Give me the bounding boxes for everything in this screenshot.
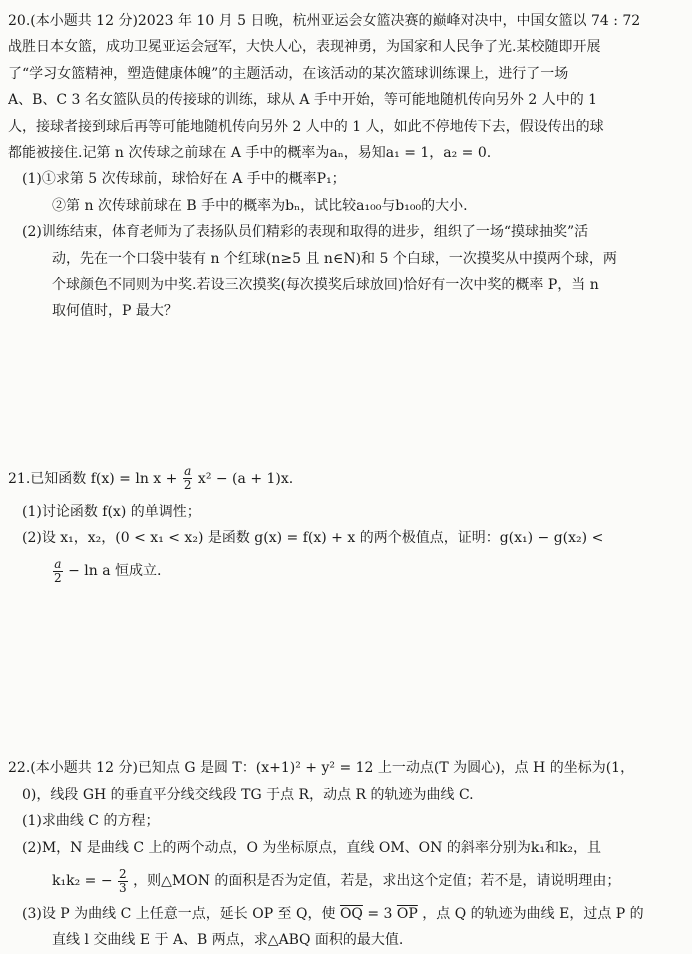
q21-frac1-denominator: 2 bbox=[183, 478, 192, 493]
q22-part2b-after: ，则△MON 的面积是否为定值，若是，求出这个定值；若不是，请说明理由； bbox=[133, 873, 621, 890]
q21-part1: (1)讨论函数 f(x) 的单调性； bbox=[22, 503, 201, 520]
q22-part2: (2)M，N 是曲线 C 上的两个动点，O 为坐标原点，直线 OM、ON 的斜率分别为k₁和k₂，且 bbox=[22, 839, 602, 856]
q21-part2-tail-text: − ln a 恒成立. bbox=[68, 563, 162, 580]
q22-line-1: 22.(本小题共 12 分)已知点 G 是圆 T：(x+1)² + y² = 12 上一动点(T 为圆心)，点 H 的坐标为(1， bbox=[8, 760, 635, 777]
q21-fraction-a-over-2 bbox=[183, 465, 193, 492]
q20-line-1: 20.(本小题共 12 分)2023 年 10 月 5 日晚，杭州亚运会女篮决赛的巅峰对决中，中国女篮以 74 : 72 bbox=[8, 13, 641, 29]
q21-stem-before: 21.已知函数 f(x) = ln x + bbox=[8, 470, 178, 487]
q22-vector-op: $\overline{OP}$ bbox=[396, 906, 418, 923]
q21-stem-after: x² − (a + 1)x. bbox=[197, 470, 294, 487]
q21-part2: (2)设 x₁，x₂，(0 < x₁ < x₂) 是函数 g(x) = f(x) + x 的两个极值点，证明：g(x₁) − g(x₂) < bbox=[22, 530, 604, 547]
q21-frac2-denominator: 2 bbox=[54, 570, 62, 585]
q20-line-2: 战胜日本女篮，成功卫冕亚运会冠军，大快人心，表现神勇，为国家和人民争了光.某校随即开展 bbox=[8, 39, 601, 56]
q20-line-3: 了“学习女篮精神，塑造健康体魄”的主题活动，在该活动的某次篮球训练课上，进行了一场 bbox=[8, 65, 569, 82]
q22-frac-numerator: 2 bbox=[119, 866, 127, 881]
q20-line-5: 人，接球者接到球后再等可能地随机传向另外 2 人中的 1 人，如此不停地传下去，假设传出的球 bbox=[8, 118, 604, 135]
question-20 bbox=[8, 8, 682, 325]
q21-frac1-numerator: a bbox=[184, 464, 192, 479]
q20-line-4: A、B、C 3 名女篮队员的传接球的训练，球从 A 手中开始，等可能地随机传向另外 2 人中的 1 bbox=[8, 92, 598, 109]
q22-part2b-before: k₁k₂ = − bbox=[52, 873, 113, 890]
q20-part2-line-3: 个球颜色不同则为中奖.若设三次摸奖(每次摸奖后球放回)恰好有一次中奖的概率 P，当 n bbox=[52, 276, 599, 293]
q22-part3-mid: = 3 bbox=[367, 906, 393, 923]
q20-part2-line-4: 取何值时，P 最大？ bbox=[52, 303, 178, 320]
q21-stem bbox=[8, 459, 682, 499]
q22-part2b bbox=[8, 861, 682, 901]
q20-part1-1: (1)①求第 5 次传球前，球恰好在 A 手中的概率P₁； bbox=[22, 171, 346, 188]
q22-part3b: 直线 l 交曲线 E 于 A、B 两点，求△ABQ 面积的最大值. bbox=[52, 932, 404, 949]
q22-part3 bbox=[8, 901, 682, 927]
answer-space-21 bbox=[8, 591, 682, 755]
q22-part3-after: ，点 Q 的轨迹为曲线 E，过点 P 的 bbox=[422, 906, 644, 923]
q22-vector-oq: $\overline{OQ}$ bbox=[339, 906, 363, 923]
question-21 bbox=[8, 459, 682, 592]
q20-line-6: 都能被接住.记第 n 次传球之前球在 A 手中的概率为aₙ，易知a₁ = 1，a₂ = 0. bbox=[8, 144, 492, 161]
answer-space-20 bbox=[8, 325, 682, 459]
q22-frac-denominator: 3 bbox=[119, 880, 127, 895]
q22-fraction-2-over-3 bbox=[118, 868, 128, 895]
q22-line-2: 0)，线段 GH 的垂直平分线交线段 TG 于点 R，动点 R 的轨迹为曲线 C. bbox=[22, 786, 474, 803]
q22-part3-before: (3)设 P 为曲线 C 上任意一点，延长 OP 至 Q，使 bbox=[22, 906, 336, 923]
q20-part2-line-1: (2)训练结束，体育老师为了表扬队员们精彩的表现和取得的进步，组织了一场“摸球抽奖”活 bbox=[22, 224, 589, 241]
q21-fraction-a-over-2b bbox=[53, 558, 63, 585]
q21-frac2-numerator: a bbox=[54, 556, 62, 571]
q20-part2-line-2: 动，先在一个口袋中装有 n 个红球(n≥5 且 n∈N)和 5 个白球，一次摸奖从中摸两个球，两 bbox=[52, 250, 617, 267]
q22-part1: (1)求曲线 C 的方程； bbox=[22, 813, 160, 830]
q21-part2-tail bbox=[8, 551, 682, 591]
question-22 bbox=[8, 755, 682, 953]
q20-part1-2: ②第 n 次传球前球在 B 手中的概率为bₙ，试比较a₁₀₀与b₁₀₀的大小. bbox=[52, 197, 468, 214]
